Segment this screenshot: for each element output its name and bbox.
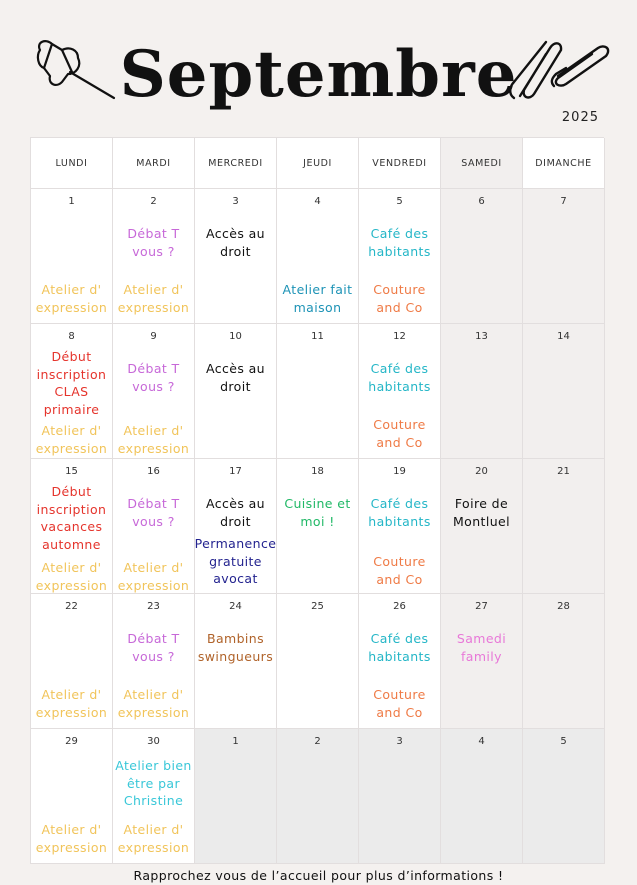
day-number: 17 <box>229 466 242 477</box>
event-cuisine-et-moi: Cuisine et moi ! <box>284 496 351 529</box>
day-header-saturday: SAMEDI <box>441 138 523 189</box>
day-cell <box>277 459 359 594</box>
day-number: 18 <box>311 466 324 477</box>
day-number: 7 <box>560 196 567 207</box>
event-atelier-expression: Atelier d' expression <box>117 282 190 315</box>
day-cell <box>359 324 441 459</box>
event-debut-inscription-clas: Début inscription CLAS primaire <box>36 349 107 417</box>
day-cell <box>523 459 605 594</box>
day-header-wednesday: MERCREDI <box>195 138 277 189</box>
event-atelier-expression: Atelier d' expression <box>117 423 190 456</box>
day-number: 5 <box>560 736 567 747</box>
event-cafe-habitants: Café des habitants <box>368 361 431 394</box>
day-cell <box>523 324 605 459</box>
day-cell-next-month <box>195 729 277 864</box>
day-header-sunday: DIMANCHE <box>523 138 605 189</box>
day-number: 28 <box>557 601 570 612</box>
event-atelier-expression: Atelier d' expression <box>35 423 108 456</box>
day-cell-next-month <box>359 729 441 864</box>
day-cell-next-month <box>441 729 523 864</box>
day-cell <box>113 324 195 459</box>
day-cell <box>195 189 277 324</box>
event-atelier-expression: Atelier d' expression <box>35 687 108 720</box>
day-number: 1 <box>68 196 75 207</box>
day-cell <box>31 459 113 594</box>
day-number: 14 <box>557 331 570 342</box>
day-number: 8 <box>68 331 75 342</box>
event-couture: Couture and Co <box>373 282 426 315</box>
day-cell <box>113 594 195 729</box>
day-number: 27 <box>475 601 488 612</box>
event-debat: Débat T vous ? <box>127 361 180 394</box>
day-cell <box>113 729 195 864</box>
event-couture: Couture and Co <box>373 554 426 587</box>
day-number: 26 <box>393 601 406 612</box>
event-atelier-expression: Atelier d' expression <box>117 560 190 593</box>
day-number: 5 <box>396 196 403 207</box>
day-cell-next-month <box>277 729 359 864</box>
day-number: 1 <box>232 736 239 747</box>
day-cell <box>195 324 277 459</box>
day-number: 23 <box>147 601 160 612</box>
day-cell <box>31 594 113 729</box>
day-number: 10 <box>229 331 242 342</box>
day-number: 21 <box>557 466 570 477</box>
event-cafe-habitants: Café des habitants <box>368 496 431 529</box>
day-number: 4 <box>478 736 485 747</box>
year-label: 2025 <box>561 110 599 125</box>
day-cell <box>113 189 195 324</box>
event-couture: Couture and Co <box>373 687 426 720</box>
day-cell <box>31 324 113 459</box>
day-cell <box>359 594 441 729</box>
day-cell <box>441 189 523 324</box>
day-number: 19 <box>393 466 406 477</box>
day-cell <box>441 459 523 594</box>
day-cell <box>113 459 195 594</box>
event-cafe-habitants: Café des habitants <box>368 226 431 259</box>
day-cell <box>195 459 277 594</box>
event-atelier-expression: Atelier d' expression <box>117 822 190 855</box>
day-cell-next-month <box>523 729 605 864</box>
event-permanence-avocat: Permanence gratuite avocat <box>194 536 277 586</box>
day-cell <box>31 729 113 864</box>
event-debat: Débat T vous ? <box>127 496 180 529</box>
day-cell <box>31 189 113 324</box>
day-cell <box>523 594 605 729</box>
day-number: 4 <box>314 196 321 207</box>
event-atelier-expression: Atelier d' expression <box>35 282 108 315</box>
event-debat: Débat T vous ? <box>127 226 180 259</box>
footer-note: Rapprochez vous de l’accueil pour plus d’informations ! <box>133 868 504 883</box>
day-number: 6 <box>478 196 485 207</box>
day-cell <box>195 594 277 729</box>
day-header-monday: LUNDI <box>31 138 113 189</box>
day-number: 13 <box>475 331 488 342</box>
day-cell <box>523 189 605 324</box>
event-acces-droit: Accès au droit <box>205 226 266 259</box>
day-header-thursday: JEUDI <box>277 138 359 189</box>
page-title: Septembre <box>119 37 518 112</box>
day-cell <box>277 594 359 729</box>
event-cafe-habitants: Café des habitants <box>368 631 431 664</box>
day-header-tuesday: MARDI <box>113 138 195 189</box>
day-cell <box>441 324 523 459</box>
day-number: 25 <box>311 601 324 612</box>
event-acces-droit: Accès au droit <box>205 361 266 394</box>
day-header-friday: VENDREDI <box>359 138 441 189</box>
event-couture: Couture and Co <box>373 417 426 450</box>
day-number: 29 <box>65 736 78 747</box>
day-cell <box>441 594 523 729</box>
calendar-grid <box>30 137 604 864</box>
paperclips-icon <box>506 38 616 104</box>
day-number: 2 <box>150 196 157 207</box>
day-number: 20 <box>475 466 488 477</box>
event-atelier-expression: Atelier d' expression <box>35 822 108 855</box>
day-cell <box>359 459 441 594</box>
day-cell <box>277 324 359 459</box>
event-debut-inscription-vacances: Début inscription vacances automne <box>36 484 107 552</box>
event-bambins-swingueurs: Bambins swingueurs <box>197 631 274 664</box>
event-foire-montluel: Foire de Montluel <box>452 496 510 529</box>
pushpin-icon <box>32 36 122 106</box>
event-samedi-family: Samedi family <box>456 631 507 664</box>
day-number: 9 <box>150 331 157 342</box>
day-number: 15 <box>65 466 78 477</box>
day-number: 22 <box>65 601 78 612</box>
day-number: 3 <box>232 196 239 207</box>
day-number: 11 <box>311 331 324 342</box>
event-atelier-fait-maison: Atelier fait maison <box>282 282 353 315</box>
day-number: 2 <box>314 736 321 747</box>
event-atelier-expression: Atelier d' expression <box>117 687 190 720</box>
event-acces-droit: Accès au droit <box>205 496 266 529</box>
event-atelier-bien-etre: Atelier bien être par Christine <box>115 758 192 808</box>
event-atelier-expression: Atelier d' expression <box>35 560 108 593</box>
day-cell <box>359 189 441 324</box>
day-number: 16 <box>147 466 160 477</box>
event-debat: Débat T vous ? <box>127 631 180 664</box>
day-number: 12 <box>393 331 406 342</box>
day-number: 24 <box>229 601 242 612</box>
day-number: 3 <box>396 736 403 747</box>
day-number: 30 <box>147 736 160 747</box>
day-cell <box>277 189 359 324</box>
